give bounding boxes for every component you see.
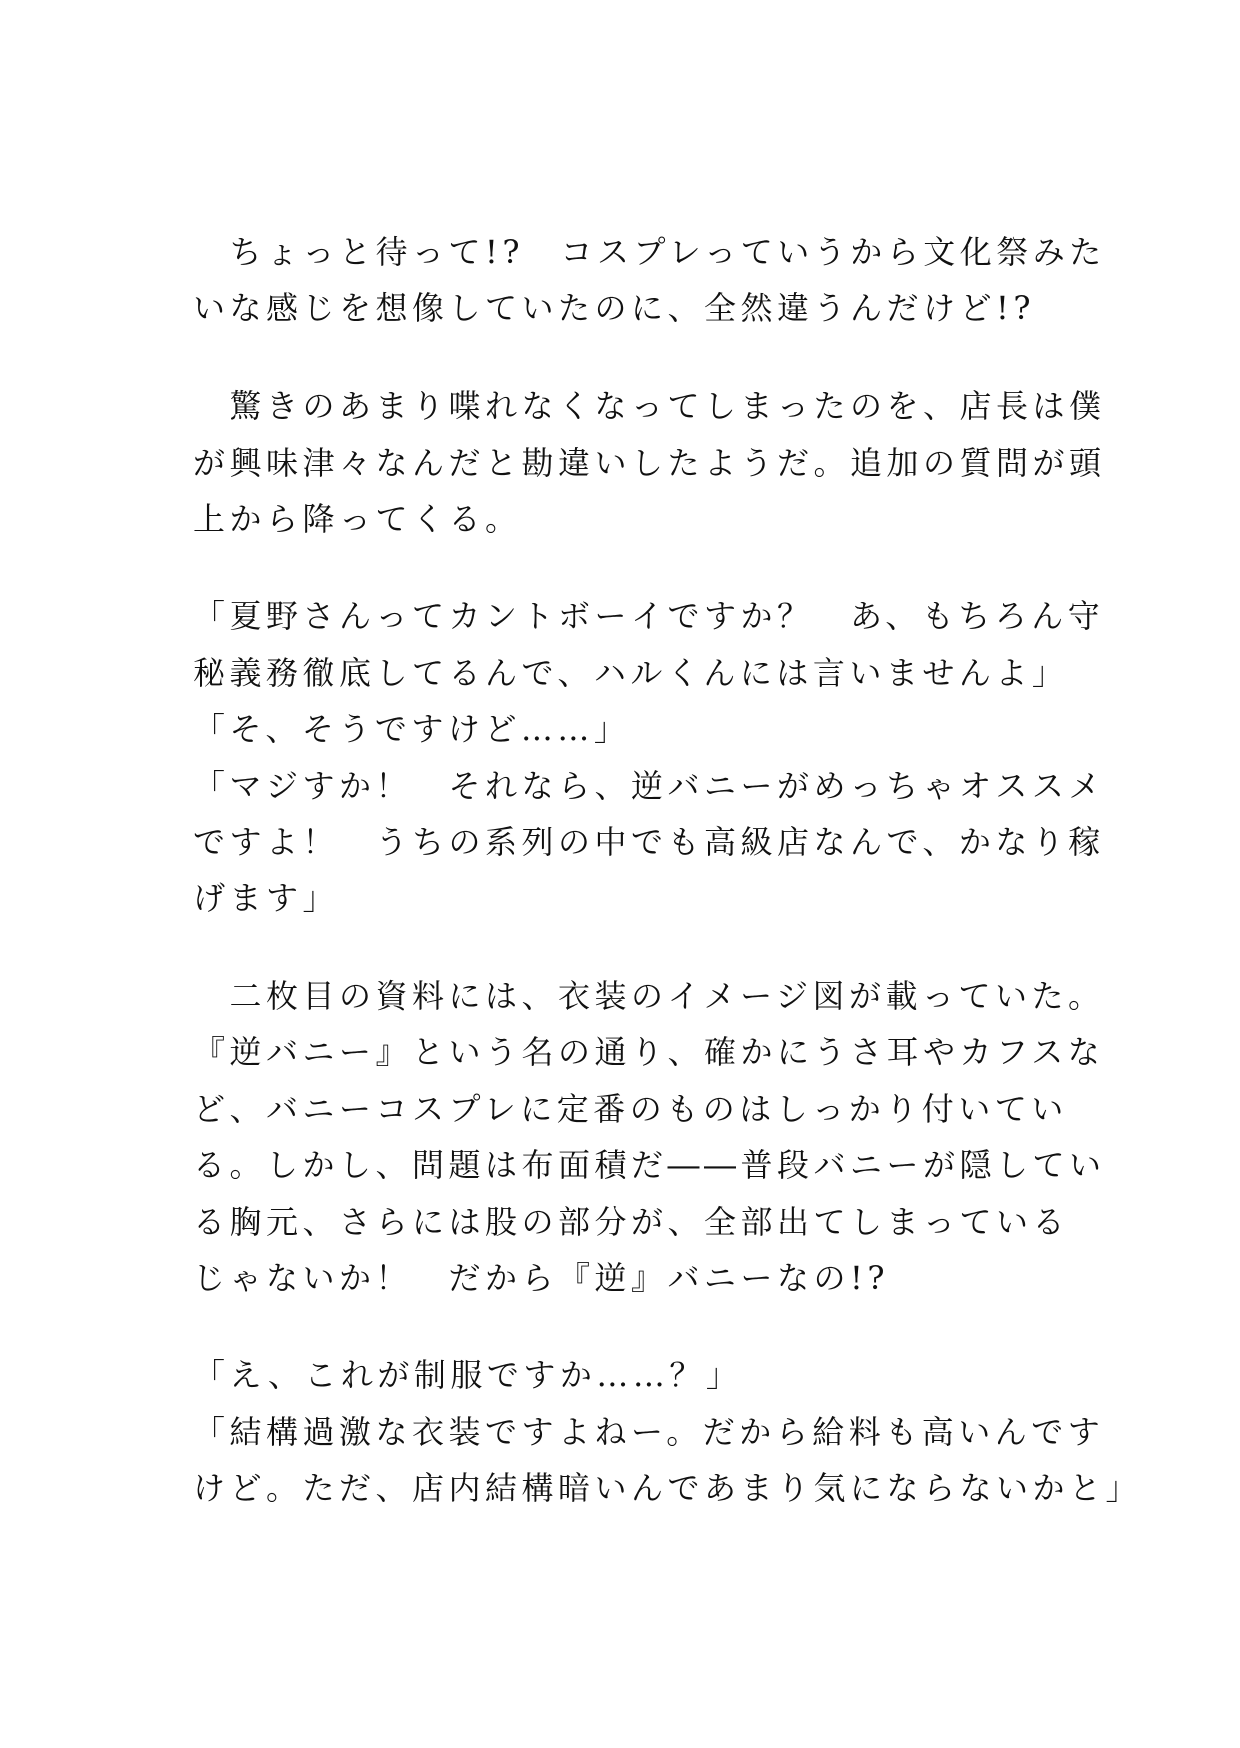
text-line: 「そ、そうですけど……」 [193, 710, 631, 748]
text-line: けど。ただ、店内結構暗いんであまり気にならないかと」 [193, 1469, 1143, 1507]
text-line: 二枚目の資料には、衣装のイメージ図が載っていた。 [193, 977, 1105, 1015]
text-line: 驚きのあまり喋れなくなってしまったのを、店長は僕 [193, 387, 1106, 425]
text-line: 「え、これが制服ですか……？」 [193, 1356, 743, 1394]
text-line: げます」 [193, 879, 340, 917]
text-line: 「夏野さんってカントボーイですか？ あ、もちろん守 [193, 597, 1105, 635]
text-line: ど、バニーコスプレに定番のものはしっかり付いてい [193, 1090, 1068, 1128]
text-line: 「マジすか！ それなら、逆バニーがめっちゃオススメ [193, 767, 1105, 805]
text-line: じゃないか！ だから『逆』バニーなの!? [193, 1259, 890, 1297]
text-line: 「結構過激な衣装ですよねー。だから給料も高いんです [193, 1413, 1105, 1451]
text-line: 上から降ってくる。 [193, 500, 522, 538]
text-line: いな感じを想像していたのに、全然違うんだけど!? [193, 289, 1036, 327]
text-line: ちょっと待って!? コスプレっていうから文化祭みた [193, 233, 1106, 271]
text-line: ですよ！ うちの系列の中でも高級店なんで、かなり稼 [193, 823, 1105, 861]
text-line: る。しかし、問題は布面積だ――普段バニーが隠してい [193, 1146, 1106, 1184]
text-line: る胸元、さらには股の部分が、全部出てしまっている [193, 1203, 1070, 1241]
text-line: 『逆バニー』という名の通り、確かにうさ耳やカフスな [193, 1033, 1105, 1071]
text-line: 秘義務徹底してるんで、ハルくんには言いませんよ」 [193, 654, 1069, 692]
text-line: が興味津々なんだと勘違いしたようだ。追加の質問が頭 [193, 444, 1106, 482]
